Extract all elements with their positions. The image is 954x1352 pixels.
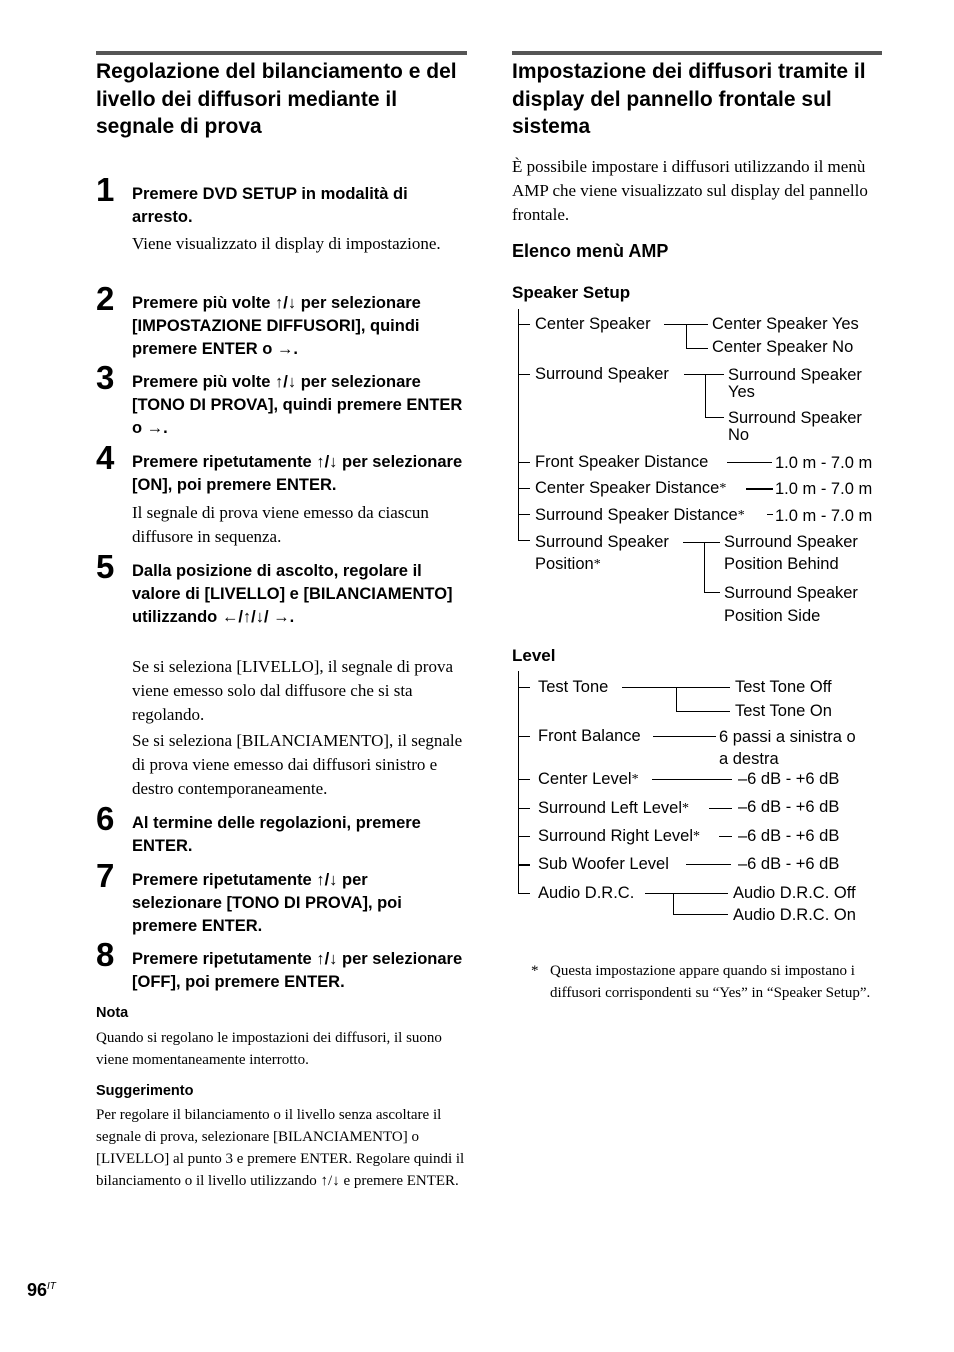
speaker-setup-title: Speaker Setup <box>512 283 631 302</box>
surround-left-value: –6 dB - +6 dB <box>738 798 840 816</box>
audio-drc-off: Audio D.R.C. Off <box>733 884 856 902</box>
position-side-1: Surround Speaker <box>724 584 858 602</box>
audio-drc-label: Audio D.R.C. <box>538 884 635 902</box>
surround-speaker-yes-1: Surround Speaker <box>728 366 862 384</box>
surround-speaker-yes-2: Yes <box>728 383 755 401</box>
surround-distance-value: 1.0 m - 7.0 m <box>775 507 873 525</box>
center-speaker-no-connector <box>686 348 708 349</box>
audio-drc-on: Audio D.R.C. On <box>733 906 856 924</box>
page-number <box>27 1280 56 1301</box>
step-1-title: Premere DVD SETUP in modalità di arresto. <box>132 185 408 226</box>
front-balance-value-1: 6 passi a sinistra o <box>719 728 856 746</box>
nota-text: Quando si regolano le impostazioni dei diffusori, il suono viene momentaneamente interrotto. <box>96 1030 442 1068</box>
audio-drc-on-connector <box>673 914 728 915</box>
left-heading-rule <box>96 51 467 55</box>
speaker-setup-trunk <box>518 309 519 540</box>
center-distance-label <box>535 478 726 499</box>
surround-speaker-branch <box>518 374 530 375</box>
surround-position-label-1: Surround Speaker <box>535 533 669 551</box>
center-distance-branch <box>518 488 530 489</box>
center-distance-value: 1.0 m - 7.0 m <box>775 480 873 498</box>
front-distance-branch <box>518 462 530 463</box>
center-distance-text: Center Speaker Distance <box>535 479 720 497</box>
surround-position-connector <box>683 542 720 543</box>
test-tone-off: Test Tone Off <box>735 678 832 696</box>
page-number-suffix: IT <box>47 1281 56 1292</box>
test-tone-split <box>676 687 677 711</box>
step-7-title: Premere ripetutamente ↑/↓ per selezionare [TONO DI PROVA], poi premere ENTER. <box>132 871 402 935</box>
surround-right-value: –6 dB - +6 dB <box>738 827 840 845</box>
step-8-number: 8 <box>96 936 115 973</box>
step-4-body: Il segnale di prova viene emesso da ciascun diffusore in sequenza. <box>132 503 429 547</box>
page-number-value: 96 <box>27 1280 48 1300</box>
step-4-number: 4 <box>96 439 115 476</box>
sub-woofer-label: Sub Woofer Level <box>538 855 669 873</box>
test-tone-label: Test Tone <box>538 678 609 696</box>
audio-drc-connector <box>645 893 728 894</box>
menu-title: Elenco menù AMP <box>512 241 669 261</box>
step-2-title: Premere più volte ↑/↓ per selezionare [IMPOSTAZIONE DIFFUSORI], quindi premere ENTER o →. <box>132 294 421 358</box>
step-5-body-2: Se si seleziona [BILANCIAMENTO], il segnale di prova viene emesso dai diffusori sinistro e destro contemporaneamente. <box>132 731 463 799</box>
step-5-body: Se si seleziona [LIVELLO], il segnale di prova viene emesso solo dal diffusore che si sta regolando. <box>132 657 454 725</box>
step-6-number: 6 <box>96 800 115 837</box>
audio-drc-split <box>673 893 674 914</box>
front-distance-value: 1.0 m - 7.0 m <box>775 454 873 472</box>
tip-label: Suggerimento <box>96 1083 194 1099</box>
front-distance-label: Front Speaker Distance <box>535 453 709 471</box>
center-distance-asterisk: * <box>719 481 727 496</box>
center-speaker-no: Center Speaker No <box>712 338 854 356</box>
step-3-number: 3 <box>96 359 115 396</box>
sub-woofer-connector <box>686 864 731 865</box>
step-2-number: 2 <box>96 280 115 317</box>
step-5-title: Dalla posizione di ascolto, regolare il valore di [LIVELLO] e [BILANCIAMENTO] utilizzando ←/↑/↓/ →. <box>132 562 453 626</box>
surround-left-text: Surround Left Level <box>538 799 683 817</box>
surround-position-label-2 <box>535 554 601 575</box>
center-level-value: –6 dB - +6 dB <box>738 770 840 788</box>
surround-position-text: Position <box>535 555 594 573</box>
surround-left-label <box>538 798 689 819</box>
surround-distance-text: Surround Speaker Distance <box>535 506 738 524</box>
center-level-branch <box>518 779 530 780</box>
level-title: Level <box>512 646 556 665</box>
surround-distance-asterisk: * <box>737 508 745 523</box>
front-balance-label: Front Balance <box>538 727 641 745</box>
front-balance-connector <box>653 736 716 737</box>
center-level-connector <box>652 779 732 780</box>
front-balance-branch <box>518 736 530 737</box>
center-level-label <box>538 769 639 790</box>
front-balance-value-2: a destra <box>719 750 779 768</box>
surround-position-branch <box>518 540 530 541</box>
center-speaker-yes: Center Speaker Yes <box>712 315 859 333</box>
footnote-asterisk: * <box>531 963 539 979</box>
sub-woofer-branch <box>518 864 530 866</box>
surround-distance-branch <box>518 514 530 515</box>
center-distance-connector <box>746 488 773 490</box>
surround-distance-label <box>535 505 745 526</box>
surround-left-asterisk: * <box>682 801 690 816</box>
position-behind-2: Position Behind <box>724 555 839 573</box>
surround-position-side-connector <box>704 592 720 593</box>
surround-position-asterisk: * <box>593 557 601 572</box>
test-tone-branch <box>518 687 530 688</box>
step-6-title: Al termine delle regolazioni, premere ENTER. <box>132 814 421 855</box>
step-5-number: 5 <box>96 548 115 585</box>
step-8-title: Premere ripetutamente ↑/↓ per selezionare [OFF], poi premere ENTER. <box>132 950 463 991</box>
test-tone-on-connector <box>676 711 730 712</box>
center-speaker-split <box>686 324 687 348</box>
right-section-heading: Impostazione dei diffusori tramite il display del pannello frontale sul sistema <box>512 60 866 138</box>
surround-speaker-no-1: Surround Speaker <box>728 409 862 427</box>
center-speaker-label: Center Speaker <box>535 315 651 333</box>
position-side-2: Position Side <box>724 607 821 625</box>
surround-left-connector <box>709 808 732 809</box>
surround-right-connector <box>719 836 732 837</box>
position-behind-1: Surround Speaker <box>724 533 858 551</box>
sub-woofer-value: –6 dB - +6 dB <box>738 855 840 873</box>
surround-speaker-no-2: No <box>728 426 750 444</box>
center-level-asterisk: * <box>631 772 639 787</box>
nota-label: Nota <box>96 1005 129 1021</box>
surround-position-split <box>704 542 705 592</box>
surround-distance-connector <box>767 514 773 515</box>
right-intro: È possibile impostare i diffusori utilizzando il menù AMP che viene visualizzato sul display del pannello frontale. <box>512 157 868 225</box>
footnote-text: Questa impostazione appare quando si impostano i diffusori corrispondenti su “Yes” in “Speaker Setup”. <box>550 963 871 1001</box>
audio-drc-branch <box>518 893 530 894</box>
center-level-text: Center Level <box>538 770 632 788</box>
tip-text: Per regolare il bilanciamento o il livello senza ascoltare il segnale di prova, selezionare [BILANCIAMENTO] o [LIVELLO] al punto 3 e premere ENTER. Regolare quindi il bilanciamento o il livello utilizzando ↑/↓ e premere ENTER. <box>96 1107 465 1189</box>
surround-speaker-split <box>705 374 706 417</box>
step-4-title: Premere ripetutamente ↑/↓ per selezionare [ON], poi premere ENTER. <box>132 453 463 494</box>
right-heading-rule <box>512 51 882 55</box>
level-trunk <box>518 671 519 893</box>
surround-right-text: Surround Right Level <box>538 827 694 845</box>
surround-right-label <box>538 826 700 847</box>
center-speaker-branch <box>518 324 530 325</box>
surround-right-branch <box>518 836 530 837</box>
surround-right-asterisk: * <box>693 829 701 844</box>
front-distance-connector <box>727 462 772 463</box>
step-1-body: Viene visualizzato il display di impostazione. <box>132 234 441 253</box>
surround-speaker-no-connector <box>705 417 724 418</box>
step-1-number: 1 <box>96 171 115 208</box>
surround-speaker-label: Surround Speaker <box>535 365 669 383</box>
test-tone-on: Test Tone On <box>735 702 832 720</box>
surround-speaker-connector <box>684 374 724 375</box>
step-3-title: Premere più volte ↑/↓ per selezionare [TONO DI PROVA], quindi premere ENTER o →. <box>132 373 463 437</box>
left-section-heading: Regolazione del bilanciamento e del livello dei diffusori mediante il segnale di prova <box>96 60 457 138</box>
step-7-number: 7 <box>96 857 115 894</box>
surround-left-branch <box>518 808 530 809</box>
